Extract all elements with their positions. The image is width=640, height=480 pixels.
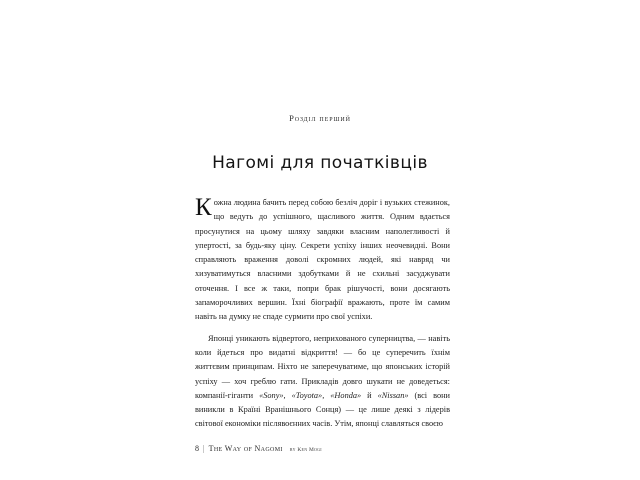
brand-name-toyota: «Toyota»	[291, 390, 323, 400]
body-paragraph: Кожна людина бачить перед собою безліч доріг і вузьких стежинок, що ведуть до успішного, щасливого життя. Одним вдається просунутися на цьому шляху завдяки власним наполегливості й упертості, за будь-яку ціну. Секрети успіху інших неочевидні. Вони справляють враження доволі скромних людей, які навряд чи хизуватимуться власними здобутками й не схильні засуджувати оточення. І все ж таки, попри брак рішучості, вони досягають запаморочливих вершин. Їхні біографії вражають, проте їм самим навіть на думку не спаде сурмити про свої успіхи.	[195, 194, 450, 322]
chapter-eyebrow: Розділ перший	[289, 113, 351, 123]
paragraph-text-segment: (всі вони виникли в Країні Вранішнього Сонця) — це лише деякі з лідерів світової економіки післявоєнних часів. Утім, японці славляться своєю	[195, 390, 450, 429]
brand-name-honda: «Honda»	[330, 390, 362, 400]
paragraph-text-segment: Японці уникають відвертого, неприхованого суперництва, — навіть коли йдеться про видатні відкриття! — бо це суперечить їхнім життєвим принципам. Ніхто не заперечуватиме, що японських історій успіху — хоч греблю гати. Прикладів довго шукати не доведеться: компанії-гіганти	[195, 333, 450, 400]
paragraph-separator: й	[361, 390, 378, 400]
paragraph-separator: ,	[322, 390, 331, 400]
page-number: 8	[195, 444, 199, 453]
body-text-column	[195, 196, 450, 432]
brand-name-sony: «Sony»	[259, 390, 284, 400]
footer-book-title: The Way of Nagomi	[208, 444, 283, 453]
brand-name-nissan: «Nissan»	[377, 390, 409, 400]
running-footer	[195, 444, 495, 453]
footer-separator: |	[203, 444, 205, 453]
footer-author: by Ken Mogi	[289, 447, 322, 453]
page-title: Нагомі для початківців	[212, 153, 428, 174]
body-paragraph	[195, 332, 450, 432]
paragraph-separator: ,	[283, 390, 292, 400]
